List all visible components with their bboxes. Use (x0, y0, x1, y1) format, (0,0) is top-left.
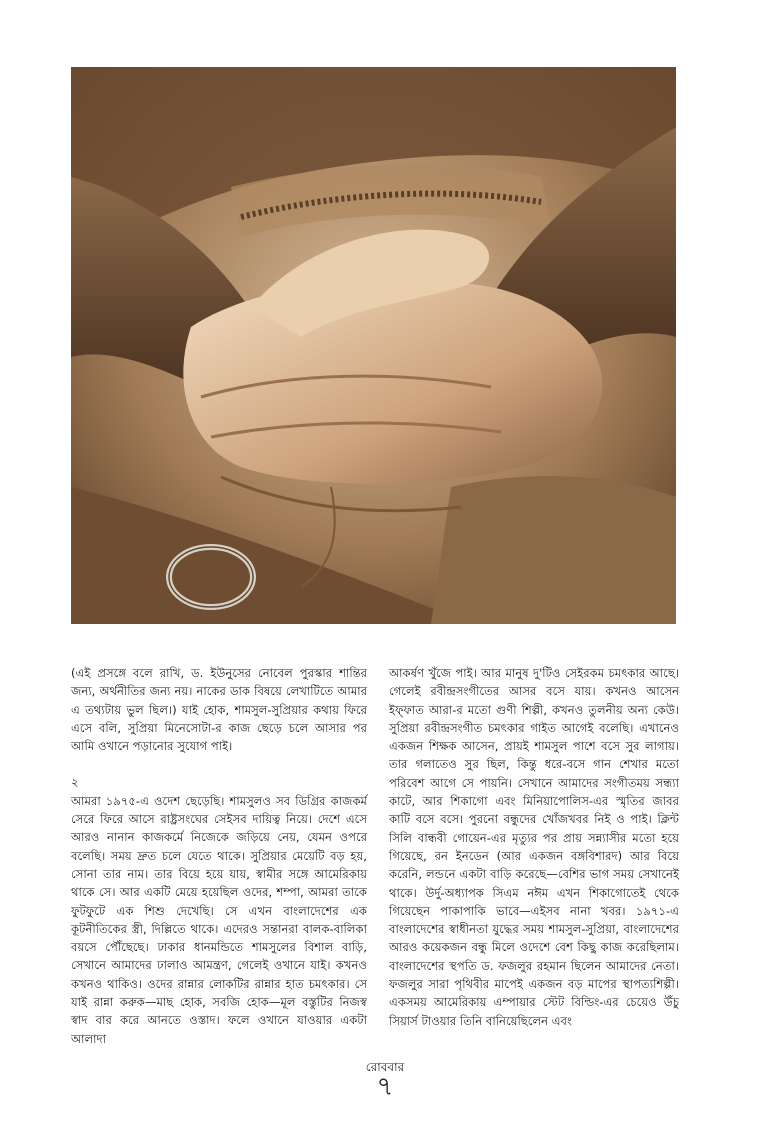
magazine-name: রোববার (365, 1060, 405, 1074)
hands-clasped-illustration (71, 67, 676, 624)
hands-photo (71, 67, 676, 624)
left-paragraph-1: (এই প্রসঙ্গে বলে রাখি, ড. ইউনুসের নোবেল পুরস্কার শান্তির জন্য, অর্থনীতির জন্য নয়। নাকের ডাক বিষয়ে লেখাটিতে আমার এ তথ্যটায় ভুল ছিল।) যাই হোক, শামসুল-সুপ্রিয়ার কথায় ফিরে এসে বলি, সুপ্রিয়া মিনেসোটা-র কাজ ছেড়ে চলে আসার পর আমি ওখানে পড়ানোর সুযোগ পাই। (71, 666, 367, 754)
left-paragraph-2: আমরা ১৯৭৫-এ ওদেশ ছেড়েছি। শামসুলও সব ডিগ্রির কাজকর্ম সেরে ফিরে আসে রাষ্ট্রসংঘের সেইসব দায়িত্ব নিয়ে। দেশে এসে আরও নানান কাজকর্মে নিজেকে জড়িয়ে নেয়, যেমন ওপরে বলেছি। সময় দ্রুত চলে যেতে থাকে। সুপ্রিয়ার মেয়েটি বড় হয়, সোনা তার নাম। তার বিয়ে হয়ে যায়, স্বামীর সঙ্গে আমেরিকায় থাকে সে। আর একটি মেয়ে হয়েছিল ওদের, শম্পা, আমরা তাকে ফুটফুটে এক শিশু দেখেছি। সে এখন বাংলাদেশের এক কূটনীতিকের স্ত্রী, দিল্লিতে থাকে। এদেরও সন্তানরা বালক-বালিকা বয়সে পৌঁছেছে। ঢাকার ধানমন্ডিতে শামসুলের বিশাল বাড়ি, সেখানে আমাদের ঢালাও আমন্ত্রণ, গেলেই ওখানে যাই। কখনও কখনও থাকিও। ওদের রান্নার লোকটির রান্নার হাত চমৎকার। সে যাই রান্না করুক—মাছ হোক, সবজি হোক—মূল বস্তুটির নিজস্ব স্বাদ বার করে আনতে ওস্তাদ। ফলে ওখানে যাওয়ার একটা আলাদা (71, 793, 367, 1046)
page-number: ৭ (376, 1072, 394, 1102)
section-number: ২ (71, 775, 79, 790)
right-text-column (389, 664, 679, 1030)
right-paragraph-1: আকর্ষণ খুঁজে পাই। আর মানুষ দু'টিও সেইরকম চমৎকার আছে। গেলেই রবীন্দ্রসংগীতের আসর বসে যায়। কখনও আসেন ইফ্ফাত আরা-র মতো গুণী শিল্পী, কখনও তুলনীয় অন্য কেউ। সুপ্রিয়া রবীন্দ্রসংগীত চমৎকার গাইত আগেই বলেছি। এখানেও একজন শিক্ষক আসেন, প্রায়ই শামসুল পাশে বসে সুর লাগায়। তার গলাতেও সুর ছিল, কিন্তু ধরে-বসে গান শেখার মতো পরিবেশ আগে সে পায়নি। সেখানে আমাদের সংগীতময় সন্ধ্যা কাটে, আর শিকাগো এবং মিনিয়াপোলিস-এর স্মৃতির জাবর কাটি বসে বসে। পুরনো বন্ধুদের খোঁজখবর নিই ও পাই। ক্লিন্ট সিলি বান্ধবী গোয়েন-এর মৃত্যুর পর প্রায় সন্ন্যাসীর মতো হয়ে গিয়েছে, রন ইনডেন (আর একজন বঙ্গবিশারদ) আর বিয়ে করেনি, লন্ডনে একটা বাড়ি করেছে—বেশির ভাগ সময় সেখানেই থাকে। উর্দু-অধ্যাপক সিএম নঈম এখন শিকাগোতেই থেকে গিয়েছেন পাকাপাকি ভাবে—এইসব নানা খবর। ১৯৭১-এ বাংলাদেশের স্বাধীনতা যুদ্ধের সময় শামসুল-সুপ্রিয়া, বাংলাদেশের আরও কয়েকজন বন্ধু মিলে ওদেশে বেশ কিছু কাজ করেছিলাম। বাংলাদেশের স্থপতি ড. ফজলুর রহমান ছিলেন আমাদের নেতা। ফজলুর সারা পৃথিবীর মাপেই একজন বড় মাপের স্থাপত্যশিল্পী। একসময় আমেরিকায় এম্পায়ার স্টেট বিল্ডিং-এর চেয়েও উঁচু সিয়ার্স টাওয়ার তিনি বানিয়েছিলেন এবং (389, 666, 679, 1028)
left-text-column (71, 664, 367, 1048)
